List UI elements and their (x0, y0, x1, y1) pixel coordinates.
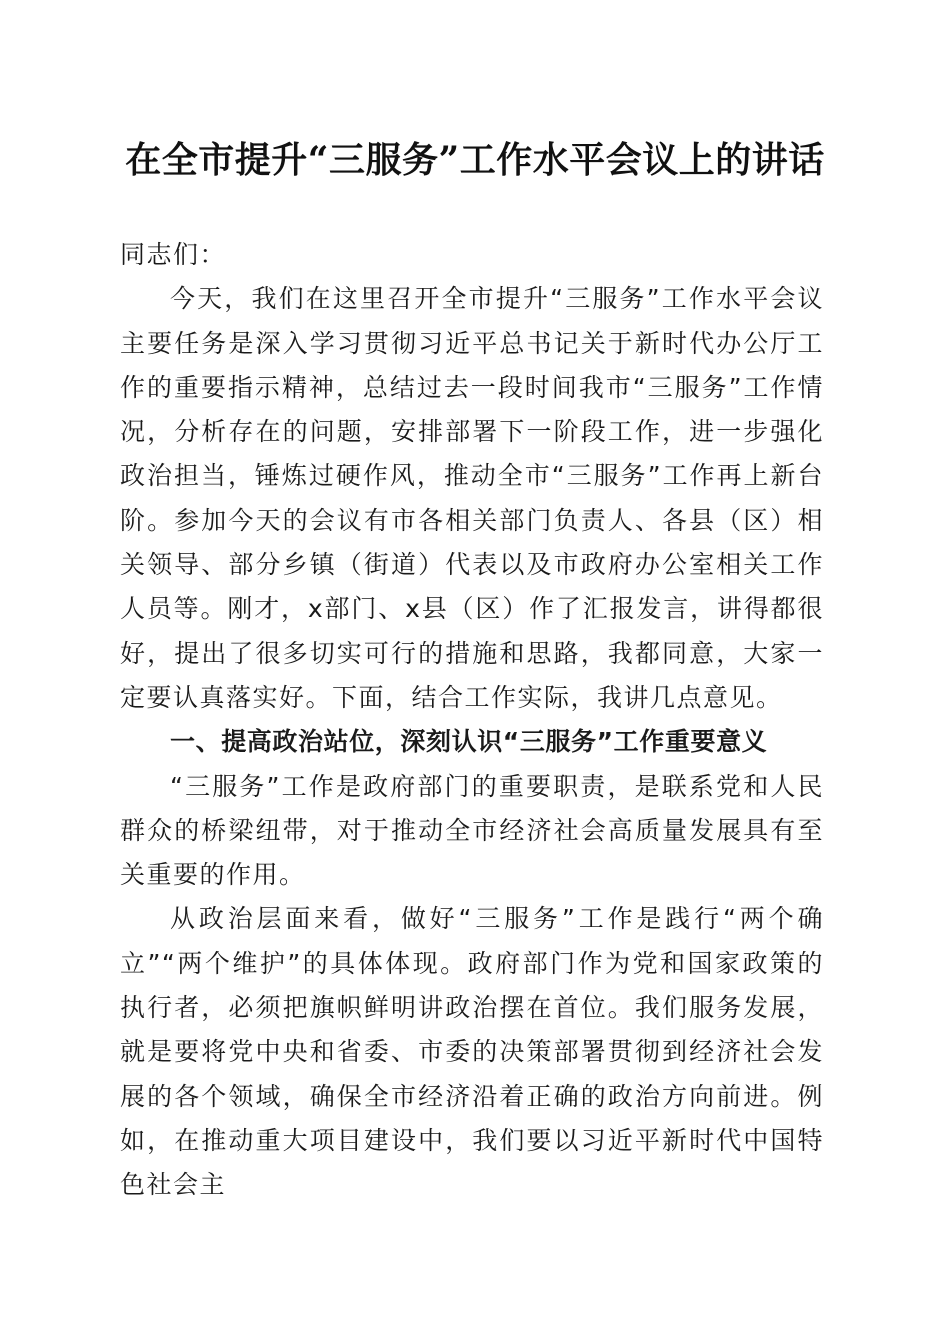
section-heading-1: 一、提高政治站位，深刻认识“三服务”工作重要意义 (170, 727, 768, 757)
paragraph-opening: 今天，我们在这里召开全市提升“三服务”工作水平会议主要任务是深入学习贯彻习近平总书记关于新时代办公厅工作的重要指示精神，总结过去一段时间我市“三服务”工作情况，分析存在的问题，安排部署下一阶段工作，进一步强化政治担当，锤炼过硬作风，推动全市“三服务”工作再上新台阶。参加今天的会议有市各相关部门负责人、各县（区）相关领导、部分乡镇（街道）代表以及市政府办公室相关工作人员等。刚才，x部门、x县（区）作了汇报发言，讲得都很好，提出了很多切实可行的措施和思路，我都同意，大家一定要认真落实好。下面，结合工作实际，我讲几点意见。 (120, 284, 824, 712)
document-body (120, 233, 824, 1208)
document-title: 在全市提升“三服务”工作水平会议上的讲话 (125, 139, 825, 181)
paragraph-political-level: 从政治层面来看，做好“三服务”工作是践行“两个确立”“两个维护”的具体体现。政府部门作为党和国家政策的执行者，必须把旗帜鲜明讲政治摆在首位。我们服务发展，就是要将党中央和省委、市委的决策部署贯彻到经济社会发展的各个领域，确保全市经济沿着正确的政治方向前进。例如，在推动重大项目建设中，我们要以习近平新时代中国特色社会主 (120, 904, 824, 1200)
paragraph-significance: “三服务”工作是政府部门的重要职责，是联系党和人民群众的桥梁纽带，对于推动全市经济社会高质量发展具有至关重要的作用。 (120, 771, 824, 890)
salutation: 同志们： (120, 240, 227, 269)
